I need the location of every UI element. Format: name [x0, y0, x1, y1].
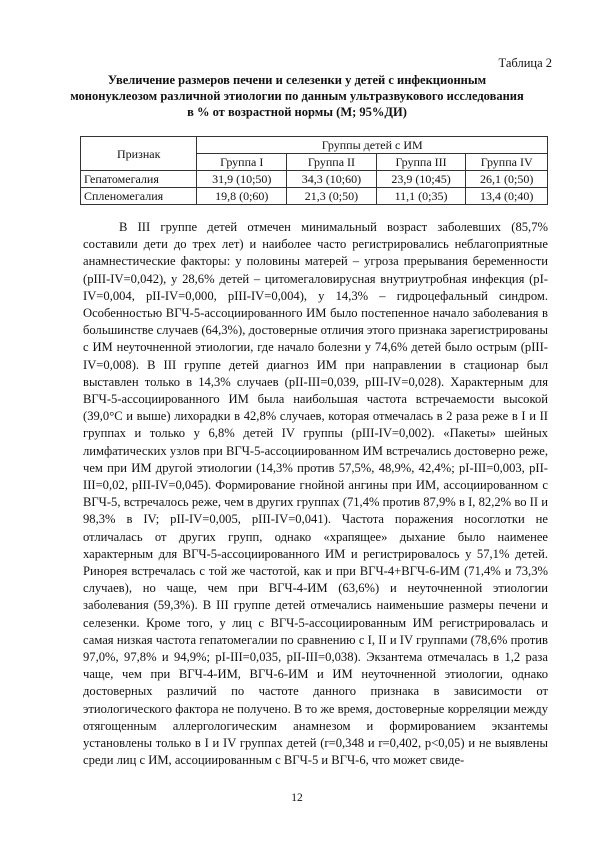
paragraph: В III группе детей отмечен минимальный возраст заболевших (85,7% составили дети до трех лет) и наиболее часто регистрировались неблагоприятные анамнестические факторы: у половины матерей – угроза прерывания беременности (pIII-IV=0,042), у 28,6% детей – цитомегаловирусная внутриутробная инфекция (pI-IV=0,004, pII-IV=0,000, pIII-IV=0,004), у 14,3% – гидроцефальный синдром. Особенностью ВГЧ-5-ассоциированного ИМ было постепенное начало заболевания в большинстве случаев (64,3%), достоверные отличия этого признака зарегистрированы с ИМ неуточненной этиологии, где начало болезни у 74,6% детей было острым (pIII-IV=0,008). В III группе детей диагноз ИМ при направлении в стационар был выставлен только в 14,3% случаев (pII-III=0,039, pIII-IV=0,028). Характерным для ВГЧ-5-ассоциированного ИМ была наибольшая частота встречаемости высокой (39,0°С и выше) лихорадки в 42,8% случаев, которая отмечалась в 2 раза реже в I и II группах и только у 6,8% детей IV группы (pIII-IV=0,002). «Пакеты» шейных лимфатических узлов при ВГЧ-5-ассоциированном ИМ встречались достоверно реже, чем при ИМ другой этиологии (14,3% против 57,5%, 48,9%, 42,4%; pI-III=0,003, pII-III=0,02, pIII-IV=0,045). Формирование гнойной ангины при ИМ, ассоциированном с ВГЧ-5, встречалось реже, чем в других группах (71,4% против 87,9% в I, 82,2% во II и 98,3% в IV; pII-IV=0,005, pIII-IV=0,041). Частота поражения носоглотки не отличалась от других групп, однако «храпящее» дыхание было наименее характерным для ВГЧ-5-ассоциированного ИМ и регистрировалось у 57,1% детей. Ринорея встречалась с той же частотой, как и при ВГЧ-4+ВГЧ-6-ИМ (71,4% и 73,3% случаев), но чаще, чем при ВГЧ-4-ИМ (63,6%) и неуточненной этиологии заболевания (59,3%). В III группе детей отмечались наименьшие размеры печени и селезенки. Кроме того, у лиц с ВГЧ-5-ассоциированным ИМ регистрировалась и самая низкая частота гепатомегалии по сравнению с I, II и IV группами (78,6% против 97,0%, 97,8% и 94,9%; pI-III=0,035, pII-III=0,038). Экзантема отмечалась в 1,2 раза чаще, чем при ВГЧ-4-ИМ, ВГЧ-6-ИМ и ИМ неуточненной этиологии, однако достоверных различий по частоте данного признака в зависимости от этиологического фактора не получено. В то же время, достоверные корреляции между отягощенным аллергологическим анамнезом и формированием экзантемы установлены только в I и IV группах детей (r=0,348 и r=0,402, p<0,05) и не выявлены среди лиц с ИМ, ассоциированным с ВГЧ-5 и ВГЧ-6, что может свиде- — [83, 220, 548, 768]
table-cell: 26,1 (0;50) — [466, 171, 548, 188]
table-header-row — [81, 137, 548, 154]
table-cell: 31,9 (10;50) — [197, 171, 287, 188]
header-group-4: Группа IV — [466, 154, 548, 171]
table-row — [81, 171, 548, 188]
header-feature: Признак — [81, 137, 197, 171]
header-groups: Группы детей с ИМ — [197, 137, 548, 154]
row-label: Спленомегалия — [81, 188, 197, 205]
header-group-3: Группа III — [376, 154, 466, 171]
table-cell: 23,9 (10;45) — [376, 171, 466, 188]
table-cell: 34,3 (10;60) — [287, 171, 377, 188]
data-table — [80, 136, 548, 205]
header-group-1: Группа I — [197, 154, 287, 171]
row-label: Гепатомегалия — [81, 171, 197, 188]
table-cell: 19,8 (0;60) — [197, 188, 287, 205]
page-number: 12 — [291, 792, 303, 804]
header-group-2: Группа II — [287, 154, 377, 171]
table-cell: 21,3 (0;50) — [287, 188, 377, 205]
table-row — [81, 188, 548, 205]
table-title: Увеличение размеров печени и селезенки у детей с инфекционным мононуклеозом различной этиологии по данным ультразвукового исследования в % от возрастной нормы (М; 95%ДИ) — [70, 73, 524, 119]
table-cell: 13,4 (0;40) — [466, 188, 548, 205]
table-cell: 11,1 (0;35) — [376, 188, 466, 205]
body-text — [83, 219, 548, 770]
table-caption: Таблица 2 — [498, 56, 552, 70]
